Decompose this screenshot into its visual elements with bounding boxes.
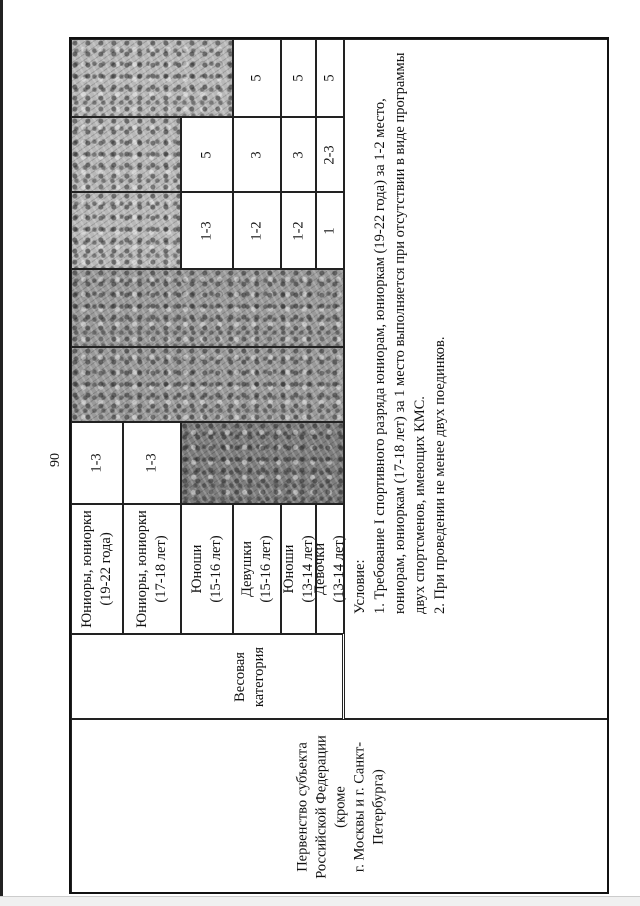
weight-category-label: Весовая категория	[232, 646, 267, 707]
value-cell-4-4: 5	[233, 39, 281, 117]
shaded-cell	[71, 39, 233, 117]
value-cell-5-3: 3	[281, 117, 316, 192]
value-cell-6-2: 1	[316, 192, 344, 269]
value-cell-3-3: 5	[181, 117, 233, 192]
group-label-1: Юниоры, юниорки (19-22 года)	[71, 504, 123, 634]
shaded-cell	[71, 192, 181, 269]
conditions-line-3: двух спортсменов, имеющих КМС.	[412, 396, 428, 614]
group-label-4: Девушки (15-16 лет)	[233, 504, 281, 634]
value-cell-4-3: 3	[233, 117, 281, 192]
event-label: Первенство субъекта Российской Федерации (кроме г. Москвы и г. Санкт- Петербурга)	[294, 734, 387, 879]
weight-category-cell	[71, 634, 343, 719]
value-cell-2-1: 1-3	[123, 422, 181, 504]
group-label-3: Юноши (15-16 лет)	[181, 504, 233, 634]
conditions-line-2: юниорам, юниоркам (17-18 лет) за 1 место выполняется при отсутствии в виде программы	[392, 52, 408, 614]
group-label-5: Юноши (13-14 лет)	[281, 504, 316, 634]
shaded-cell	[181, 422, 344, 504]
value-cell-6-3: 2-3	[316, 117, 344, 192]
value-cell-1-1: 1-3	[71, 422, 123, 504]
value-cell-3-2: 1-3	[181, 192, 233, 269]
shaded-cell	[71, 117, 181, 192]
scan-edge	[0, 0, 3, 905]
sports-category-table	[69, 37, 609, 894]
group-label-6: Девочки (13-14 лет)	[316, 504, 344, 634]
conditions-title: Условие:	[352, 559, 368, 614]
event-cell	[71, 719, 609, 894]
conditions-line-4: 2. При проведении не менее двух поединков.	[432, 336, 448, 614]
value-cell-5-4: 5	[281, 39, 316, 117]
value-cell-6-4: 5	[316, 39, 344, 117]
value-cell-5-2: 1-2	[281, 192, 316, 269]
shaded-cell	[71, 347, 344, 422]
shaded-cell	[71, 269, 344, 347]
page-number: 90	[48, 453, 63, 467]
group-label-2: Юниоры, юниорки (17-18 лет)	[123, 504, 181, 634]
value-cell-4-2: 1-2	[233, 192, 281, 269]
conditions-line-1: 1. Требование I спортивного разряда юниорам, юниоркам (19-22 года) за 1-2 место,	[372, 98, 388, 614]
